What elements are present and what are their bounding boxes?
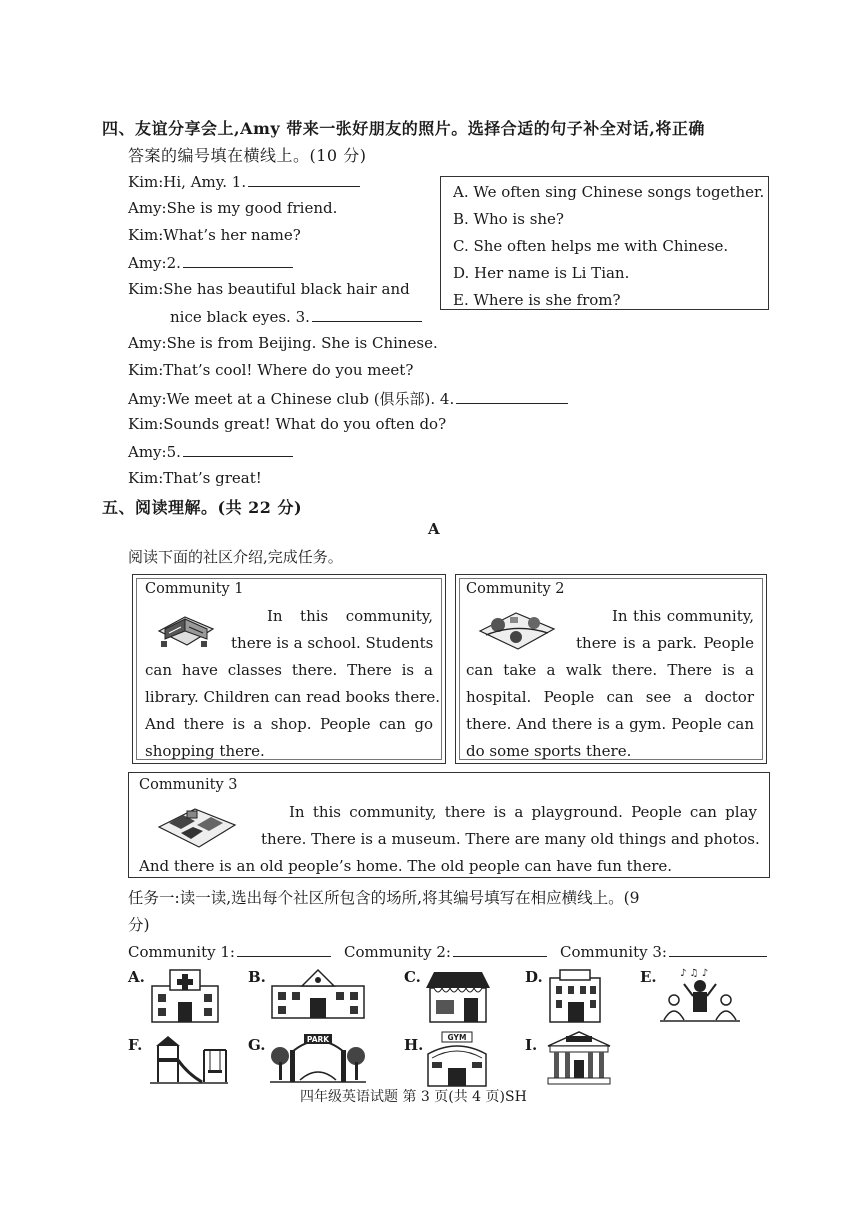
dialogue-line: Kim:Sounds great! What do you often do? (128, 415, 447, 433)
option-c: C. She often helps me with Chinese. (453, 237, 729, 255)
park-sign-text: PARK (306, 1035, 330, 1044)
community2-answer-blank[interactable] (453, 942, 547, 957)
community3-answer: Community 3: (560, 942, 767, 961)
dialogue-line: Kim:Hi, Amy. 1. (128, 172, 360, 191)
community2-answer: Community 2: (344, 942, 547, 961)
gym-sign-text: GYM (447, 1033, 467, 1042)
shop-building-icon (424, 966, 492, 1024)
community1-title: Community 1 (145, 581, 244, 597)
svg-text:♪ ♫ ♪: ♪ ♫ ♪ (680, 968, 709, 979)
options-box (440, 176, 769, 310)
community3-answer-blank[interactable] (669, 942, 767, 957)
community2-title: Community 2 (466, 581, 565, 597)
dialogue-line: Amy:5. (128, 442, 293, 461)
hospital-building-icon (148, 966, 222, 1024)
dialogue-line: Kim:She has beautiful black hair and (128, 280, 410, 298)
community3-text: In this community, there is a playground. People can play there. There is a museum. There are many old things and photos. And there is an old people’s home. The old people can have fun there. (139, 803, 760, 875)
part-a-label: A (428, 520, 440, 538)
dialogue-line: Kim:That’s great! (128, 469, 262, 487)
section4-title-line1: 四、友谊分享会上,Amy 带来一张好朋友的照片。选择合适的句子补全对话,将正确 (102, 119, 705, 138)
picture-label-d: D. (525, 968, 543, 986)
task1-instruction-line1: 任务一:读一读,选出每个社区所包含的场所,将其编号填写在相应横线上。(9 (128, 889, 640, 907)
picture-label-e: E. (640, 968, 657, 986)
dialogue-line: Kim:What’s her name? (128, 226, 301, 244)
page-footer: 四年级英语试题 第 3 页(共 4 页)SH (300, 1089, 527, 1105)
playground-slide-icon (148, 1030, 230, 1086)
answer-blank-5[interactable] (183, 442, 293, 457)
community1-text: In this community, there is a school. Students can have classes there. There is a library. Children can read books there. And there is a shop. People can go shopping there. (145, 607, 441, 760)
community1-answer-blank[interactable] (237, 942, 331, 957)
option-d: D. Her name is Li Tian. (453, 264, 630, 282)
picture-label-h: H. (404, 1036, 424, 1054)
picture-label-b: B. (248, 968, 266, 986)
community3-box (128, 772, 770, 878)
dialogue-line: nice black eyes. 3. (170, 307, 422, 326)
picture-label-c: C. (404, 968, 421, 986)
library-building-icon (546, 966, 604, 1024)
community3-title: Community 3 (139, 777, 238, 793)
picture-label-i: I. (525, 1036, 538, 1054)
community2-text: In this community, there is a park. People can take a walk there. There is a hospital. People can see a doctor there. And there is a gym. People can do some sports there. (466, 607, 754, 760)
school-building-icon (268, 966, 368, 1020)
answer-blank-2[interactable] (183, 253, 293, 268)
section4-title-line2: 答案的编号填在横线上。(10 分) (128, 146, 367, 165)
dialogue-line: Amy:She is my good friend. (128, 199, 338, 217)
reading-instruction: 阅读下面的社区介绍,完成任务。 (128, 548, 343, 566)
dialogue-line: Amy:2. (128, 253, 293, 272)
option-a: A. We often sing Chinese songs together. (453, 183, 765, 201)
gym-building-icon (424, 1030, 490, 1088)
dialogue-line: Kim:That’s cool! Where do you meet? (128, 361, 414, 379)
dialogue-line: Amy:We meet at a Chinese club (俱乐部). 4. (128, 388, 568, 409)
community2-box (455, 574, 767, 764)
section5-title: 五、阅读理解。(共 22 分) (102, 498, 303, 517)
old-peoples-home-icon (660, 964, 740, 1024)
answer-blank-3[interactable] (312, 307, 422, 322)
picture-label-f: F. (128, 1036, 143, 1054)
community1-box (132, 574, 446, 764)
museum-building-icon (544, 1028, 614, 1088)
option-b: B. Who is she? (453, 210, 564, 228)
option-e: E. Where is she from? (453, 291, 621, 309)
answer-blank-1[interactable] (248, 172, 360, 187)
dialogue-line: Amy:She is from Beijing. She is Chinese. (128, 334, 438, 352)
task1-instruction-line2: 分) (128, 916, 150, 934)
answer-blank-4[interactable] (456, 389, 568, 404)
picture-label-g: G. (248, 1036, 266, 1054)
community1-answer: Community 1: (128, 942, 331, 961)
park-gate-icon (270, 1028, 366, 1088)
picture-label-a: A. (128, 968, 145, 986)
